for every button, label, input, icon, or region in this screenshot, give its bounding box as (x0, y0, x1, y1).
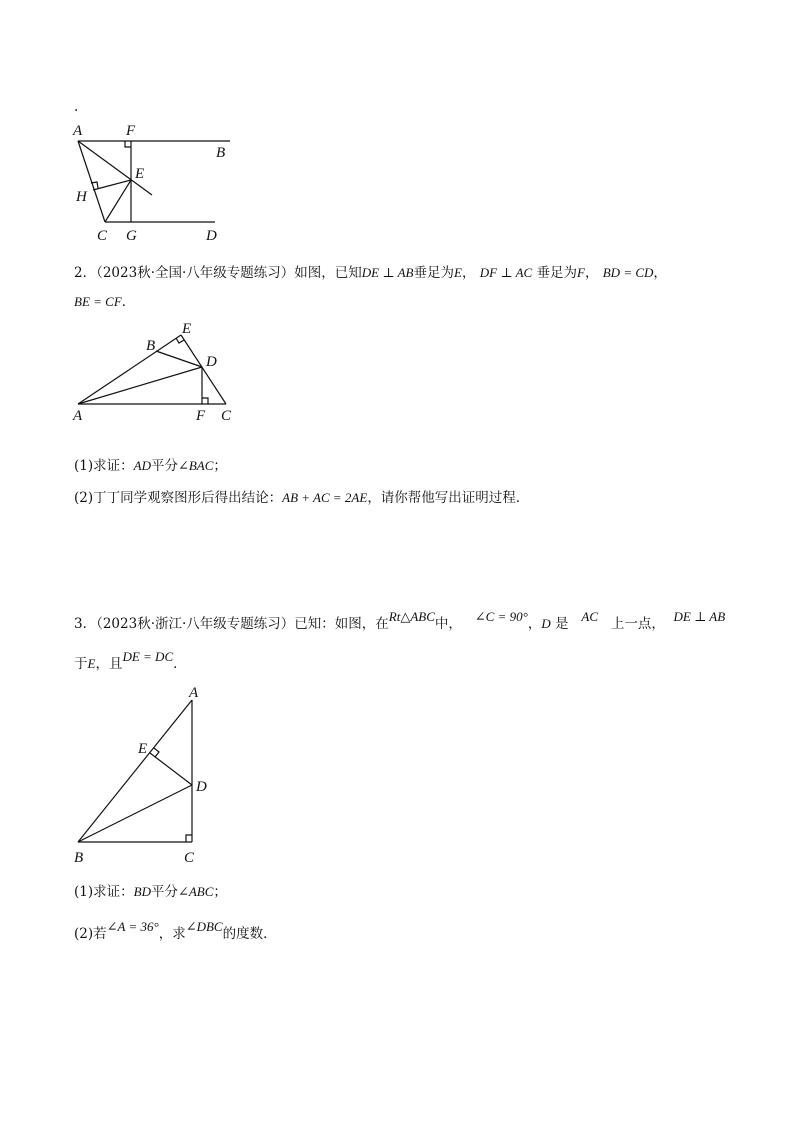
fig1-label-g: G (126, 228, 137, 244)
q2-math-bd-eq-cd: BD = CD (602, 265, 654, 280)
q3-part1-prefix: (1)求证： (74, 884, 134, 900)
fig3-label-b: B (74, 850, 84, 866)
q2-math-be-eq-cf: BE = CF (74, 294, 122, 309)
q2-number: 2． (74, 265, 97, 281)
q3-part1-math-angle: ∠ABC (177, 884, 214, 899)
q3-line2-end: ． (173, 656, 187, 672)
q2-source: （2023秋·全国·八年级专题练习）如图，已知 (96, 265, 362, 281)
fig1-label-b: B (216, 145, 226, 161)
fig2-label-b: B (146, 338, 156, 354)
q2-part2-end: ，请你帮他写出证明过程． (367, 490, 530, 506)
q3-math-rt-triangle: Rt△ABC (388, 609, 435, 624)
figure-3 (70, 680, 215, 870)
leading-dot: . (74, 99, 79, 115)
q3-line2-math-de-eq-dc: DE = DC (122, 649, 174, 664)
q3-line2-math-e: E (87, 656, 96, 671)
fig2-label-a: A (73, 408, 83, 424)
q3-part2-math-angle-dbc: ∠DBC (185, 919, 223, 934)
figure-1 (70, 120, 240, 245)
q3-part1 (74, 883, 227, 901)
q2-math-e: E (454, 265, 462, 280)
q3-stem-line1 (74, 609, 726, 633)
q3-part1-end: ； (213, 884, 227, 900)
figure-2 (70, 318, 245, 426)
q3-text: 中， (434, 616, 462, 632)
q3-part1-math-bd: BD (133, 884, 151, 899)
fig3-label-d: D (196, 779, 207, 795)
fig1-label-a: A (73, 123, 83, 139)
fig2-label-d: D (206, 354, 217, 370)
q2-math-f: F (576, 265, 585, 280)
fig2-label-e: E (182, 321, 192, 337)
fig1-label-c: C (97, 228, 108, 244)
q3-line2-prefix: 于 (74, 656, 88, 672)
q3-text: 上一点， (610, 616, 665, 632)
q2-part1-end: ； (213, 458, 227, 474)
q2-text: ， (653, 265, 667, 281)
q2-text: ， (584, 265, 599, 281)
q3-source: （2023秋·浙江·八年级专题练习）已知：如图，在 (96, 616, 389, 632)
q3-math-ac: AC (581, 609, 599, 624)
q3-text: 是 (555, 616, 569, 632)
fig1-label-f: F (126, 123, 136, 139)
q2-text: ， (461, 265, 476, 281)
q2-part2-math: AB + AC = 2AE (282, 490, 368, 505)
q3-math-d: D (541, 616, 551, 631)
q2-text: 垂足为 (536, 265, 577, 281)
q3-part2-math-angle-a: ∠A = 36° (106, 919, 159, 934)
q3-math-angle-c: ∠C = 90° (474, 609, 528, 624)
q3-part2-prefix: (2)若 (74, 926, 107, 942)
q2-text: ． (121, 294, 136, 310)
q2-stem-line1 (74, 264, 667, 282)
q2-stem-line2 (74, 293, 135, 311)
q2-math-de-perp-ab: DE ⊥ AB (361, 265, 414, 280)
fig3-label-e: E (138, 741, 148, 757)
q3-number: 3． (74, 616, 97, 632)
fig3-label-c: C (184, 850, 195, 866)
q3-part2-mid: ，求 (158, 926, 186, 942)
q3-part2-end: 的度数． (222, 926, 277, 942)
q3-part1-mid: 平分 (150, 884, 178, 900)
fig2-label-c: C (221, 408, 232, 424)
q2-part2 (74, 489, 529, 507)
q2-math-df-perp-ac: DF ⊥ AC (479, 265, 533, 280)
q3-part2 (74, 919, 277, 943)
q3-stem-line2 (74, 649, 187, 673)
q2-part1-mid: 平分 (150, 458, 178, 474)
fig3-label-a: A (189, 685, 199, 701)
q2-part1-math-angle: ∠BAC (177, 458, 214, 473)
q3-line2-text: ，且 (95, 656, 123, 672)
q2-text: 垂足为 (413, 265, 454, 281)
q2-part2-prefix: (2)丁丁同学观察图形后得出结论： (74, 490, 283, 506)
q2-part1-math-ad: AD (133, 458, 151, 473)
q3-math-de-perp-ab: DE ⊥ AB (673, 609, 726, 624)
q2-part1 (74, 457, 227, 475)
fig1-label-d: D (206, 228, 217, 244)
q2-part1-prefix: (1)求证： (74, 458, 134, 474)
q3-text: ， (527, 616, 542, 632)
fig1-label-h: H (76, 189, 87, 205)
fig2-label-f: F (196, 408, 206, 424)
fig1-label-e: E (135, 166, 145, 182)
